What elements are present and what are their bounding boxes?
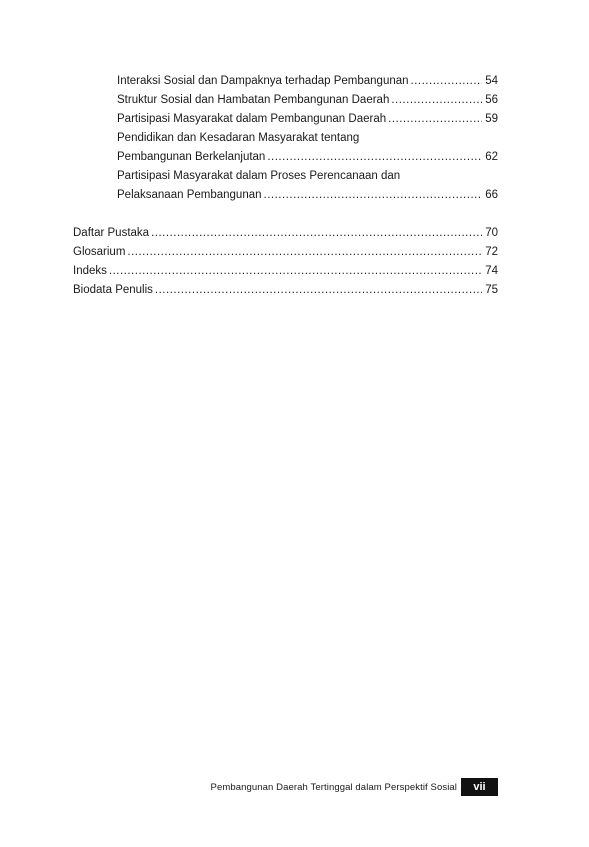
toc-entry-page: 56 [485,94,498,106]
toc-entry-page: 54 [485,75,498,87]
toc-entry[interactable] [117,129,498,167]
toc-leader [127,243,482,262]
toc-leader [155,281,482,300]
toc-entry[interactable] [73,243,498,262]
toc-entry[interactable] [117,110,498,129]
toc-entry-page: 75 [485,284,498,296]
toc-entry-page: 62 [485,151,498,163]
toc-leader [109,262,482,281]
toc-entry-label: Indeks [73,265,107,277]
toc-entry[interactable] [73,262,498,281]
toc-leader [388,110,482,129]
toc-leader [267,148,482,167]
toc-leader [391,91,482,110]
footer-page-number: vii [461,778,498,796]
toc-entry-label: Glosarium [73,246,126,258]
toc-entry-label: Pembangunan Berkelanjutan [117,151,266,163]
toc-entry-label: Interaksi Sosial dan Dampaknya terhadap Pembangunan [117,75,409,87]
toc-entry[interactable] [73,224,498,243]
toc-entry-label: Biodata Penulis [73,284,153,296]
toc-entry-page: 70 [485,227,498,239]
toc-entry-label-line1: Partisipasi Masyarakat dalam Proses Perencanaan dan [117,170,401,182]
toc-entry-label: Partisipasi Masyarakat dalam Pembangunan Daerah [117,113,387,125]
toc-entry-label: Daftar Pustaka [73,227,150,239]
toc-leader [151,224,482,243]
toc-entry[interactable] [117,91,498,110]
page-footer [211,778,498,796]
toc-entry-page: 66 [485,189,498,201]
toc-entry-label: Pelaksanaan Pembangunan [117,189,262,201]
toc-entry[interactable] [117,167,498,205]
footer-book-title: Pembangunan Daerah Tertinggal dalam Perspektif Sosial [210,781,457,793]
toc-entry-label-line1: Pendidikan dan Kesadaran Masyarakat tentang [117,132,360,144]
toc-entry-page: 59 [485,113,498,125]
toc-leader [411,72,483,91]
toc-entry-page: 72 [485,246,498,258]
toc-entry-label: Struktur Sosial dan Hambatan Pembangunan Daerah [117,94,390,106]
toc-entry[interactable] [117,72,498,91]
toc-entry[interactable] [73,281,498,300]
toc-entry-page: 74 [485,265,498,277]
toc-leader [264,186,483,205]
